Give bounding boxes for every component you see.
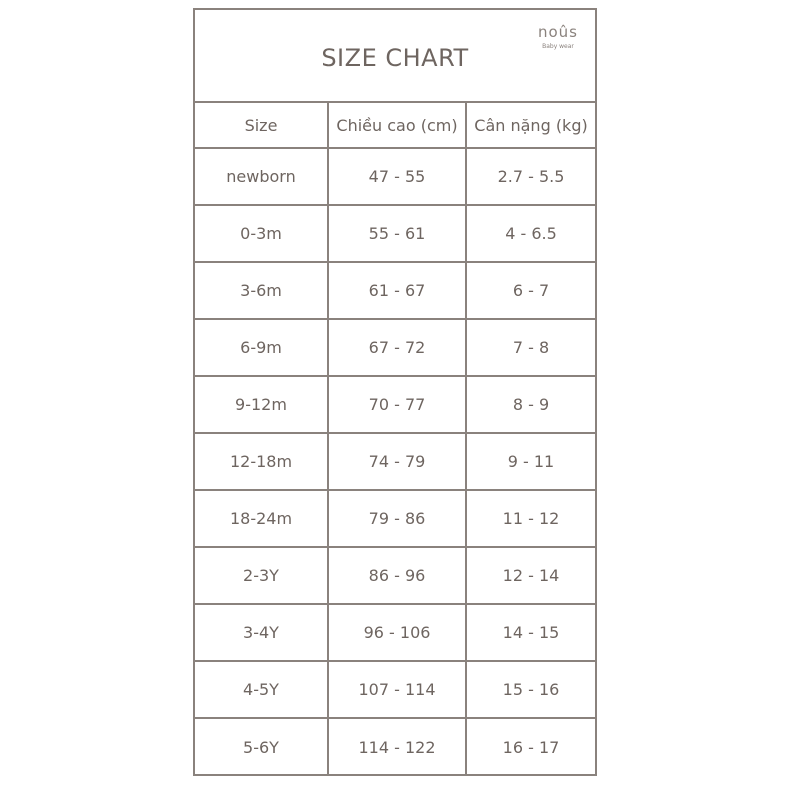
column-header-height: Chiều cao (cm) (328, 103, 466, 148)
cell-height: 67 - 72 (328, 319, 466, 376)
cell-size: 4-5Y (195, 661, 328, 718)
table-row (195, 433, 595, 490)
cell-size: 0-3m (195, 205, 328, 262)
cell-size: 6-9m (195, 319, 328, 376)
cell-height: 96 - 106 (328, 604, 466, 661)
column-header-size: Size (195, 103, 328, 148)
cell-height: 47 - 55 (328, 148, 466, 205)
cell-height: 61 - 67 (328, 262, 466, 319)
brand-logo-tagline: Baby wear (542, 43, 574, 50)
cell-height: 70 - 77 (328, 376, 466, 433)
cell-weight: 12 - 14 (466, 547, 595, 604)
size-table (195, 103, 595, 775)
cell-size: 3-4Y (195, 604, 328, 661)
table-row (195, 718, 595, 775)
table-row (195, 376, 595, 433)
size-chart-frame (193, 8, 597, 776)
cell-weight: 7 - 8 (466, 319, 595, 376)
cell-height: 107 - 114 (328, 661, 466, 718)
cell-height: 86 - 96 (328, 547, 466, 604)
column-header-weight: Cân nặng (kg) (466, 103, 595, 148)
cell-size: 9-12m (195, 376, 328, 433)
table-row (195, 547, 595, 604)
cell-weight: 2.7 - 5.5 (466, 148, 595, 205)
table-row (195, 262, 595, 319)
cell-weight: 9 - 11 (466, 433, 595, 490)
cell-height: 55 - 61 (328, 205, 466, 262)
cell-weight: 11 - 12 (466, 490, 595, 547)
table-row (195, 319, 595, 376)
cell-weight: 8 - 9 (466, 376, 595, 433)
cell-height: 74 - 79 (328, 433, 466, 490)
cell-size: 18-24m (195, 490, 328, 547)
size-chart-header (195, 10, 595, 103)
cell-weight: 16 - 17 (466, 718, 595, 775)
cell-size: newborn (195, 148, 328, 205)
page-title: SIZE CHART (321, 44, 469, 72)
table-row (195, 148, 595, 205)
table-header-row (195, 103, 595, 148)
table-row (195, 490, 595, 547)
cell-weight: 4 - 6.5 (466, 205, 595, 262)
cell-weight: 15 - 16 (466, 661, 595, 718)
cell-size: 12-18m (195, 433, 328, 490)
table-row (195, 661, 595, 718)
cell-size: 2-3Y (195, 547, 328, 604)
cell-weight: 14 - 15 (466, 604, 595, 661)
brand-logo-name: noûs (537, 23, 578, 41)
table-row (195, 604, 595, 661)
cell-size: 3-6m (195, 262, 328, 319)
cell-weight: 6 - 7 (466, 262, 595, 319)
brand-logo (533, 25, 583, 50)
cell-size: 5-6Y (195, 718, 328, 775)
table-row (195, 205, 595, 262)
cell-height: 79 - 86 (328, 490, 466, 547)
cell-height: 114 - 122 (328, 718, 466, 775)
